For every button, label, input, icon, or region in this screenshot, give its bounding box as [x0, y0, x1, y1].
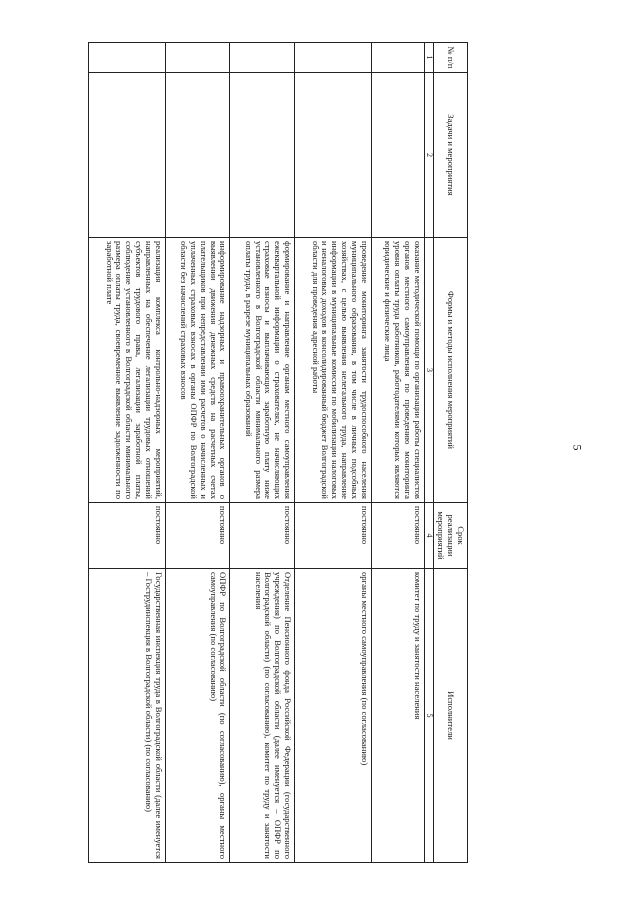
col-number: 1 [424, 43, 433, 73]
col-number: 3 [424, 238, 433, 503]
table-row [371, 43, 424, 863]
table-row [230, 43, 295, 863]
executor-cell: комитет по труду и занятости населения [371, 569, 424, 863]
column-numbers-row [424, 43, 433, 863]
term-cell: постоянно [89, 503, 166, 569]
term-cell: постоянно [165, 503, 230, 569]
table-rotation [88, 42, 468, 862]
form-cell: реализация комплекса контрольно-надзорных мероприятий, направленных на обеспечение легализации трудовых отношений субъектов трудового права, легализации заработной платы, соблюдение установленного в Волгоградской области минимального размера оплаты труда, своевременное выявление задолженности по заработной плате [89, 238, 166, 503]
header-term: Срок реализации мероприятий [433, 503, 467, 569]
table-row [165, 43, 230, 863]
form-cell: информирование надзорных и правоохранительных органов о выявлении движения денежных средств на расчетных счетах плательщиков при непредставлении ими расчетов о начисленных и уплаченных страховых взносах в органы ОПФР по Волгоградской области без начислений страховых взносов [165, 238, 230, 503]
form-cell: проведение мониторинга занятости трудоспособного населения муниципального образования, в том числе в личных подсобных хозяйствах, с целью выявления нелегального труда, направление информации в муниципальные комиссии по мобилизации налоговых и неналоговых доходов в консолидированный бюджет Волгоградской области для проведения адресной работы [295, 238, 372, 503]
col-number: 5 [424, 569, 433, 863]
header-executors: Исполнители [433, 569, 467, 863]
executor-cell: Отделение Пенсионного фонда Российской Федерации (государственного учреждения) по Волгоградской области (далее именуется – ОПФР по Волгоградской области) (по согласованию), комитет по труду и занятости населения [230, 569, 295, 863]
header-forms: Формы и методы исполнения мероприятий [433, 238, 467, 503]
term-cell: постоянно [295, 503, 372, 569]
col-number: 4 [424, 503, 433, 569]
rotated-table-container [88, 42, 468, 862]
header-row [433, 43, 467, 863]
form-cell: оказание методической помощи по организации работы специалистов органов местного самоуправления по проведению мониторинга уровня оплаты труда работников, работодателями которых являются юридические и физические лица [371, 238, 424, 503]
header-num: № п/п [433, 43, 467, 73]
executor-cell: ОПФР по Волгоградской области (по согласованию), органы местного самоуправления (по согласованию) [165, 569, 230, 863]
page-number: 5 [570, 444, 585, 451]
col-number: 2 [424, 73, 433, 238]
table-row [89, 43, 166, 863]
term-cell: постоянно [230, 503, 295, 569]
form-cell: формирование и направление органам местного самоуправления ежеквартальной информации о страхователях, не начисляющих страховые взносы и выплачивающих заработную плату ниже установленного в Волгоградской области минимального размера оплаты труда, в разрезе муниципальных образований [230, 238, 295, 503]
header-tasks: Задачи и мероприятия [433, 73, 467, 238]
executor-cell: Государственная инспекция труда в Волгоградской области (далее именуется – Гострудинспекция в Волгоградской области) (по согласованию) [89, 569, 166, 863]
table-row [295, 43, 372, 863]
term-cell: постоянно [371, 503, 424, 569]
executor-cell: органы местного самоуправления (по согласованию) [295, 569, 372, 863]
measures-table [88, 42, 468, 863]
